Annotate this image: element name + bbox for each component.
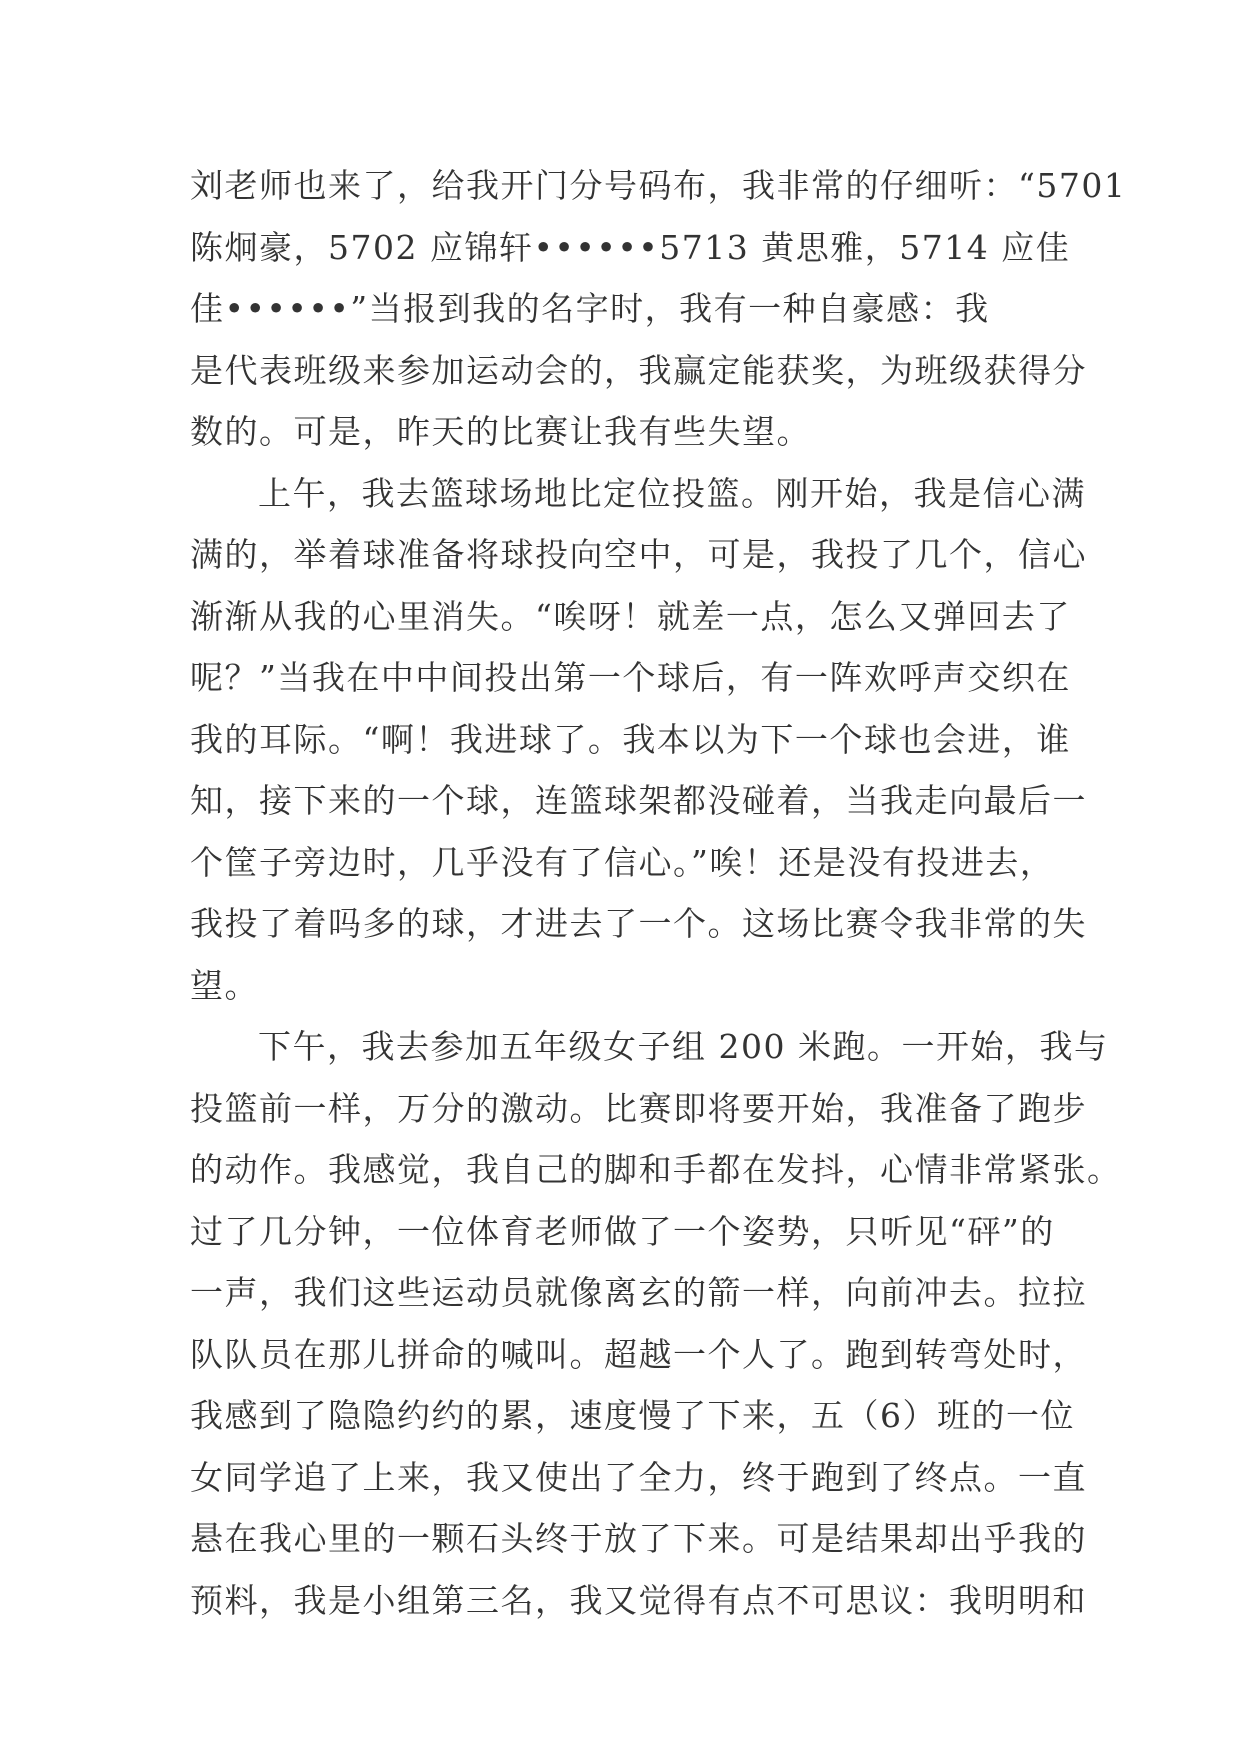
- text-line: 悬在我心里的一颗石头终于放了下来。可是结果却出乎我的: [190, 1519, 1087, 1558]
- text-line: 数的。可是，昨天的比赛让我有些失望。: [190, 412, 811, 451]
- text-line: 望。: [190, 965, 259, 1005]
- text-line: 陈炯豪，5702 应锦轩••••••5713 黄思雅，5714 应佳: [190, 227, 1071, 267]
- paragraph-start-line: 下午，我去参加五年级女子组 200 米跑。一开始，我与: [258, 1027, 1109, 1066]
- text-line: 我的耳际。“啊！我进球了。我本以为下一个球也会进，谁: [190, 719, 1071, 759]
- text-line: 是代表班级来参加运动会的，我赢定能获奖，为班级获得分: [190, 350, 1087, 390]
- text-line: 佳••••••”当报到我的名字时，我有一种自豪感：我: [190, 289, 990, 328]
- text-line: 过了几分钟，一位体育老师做了一个姿势，只听见“砰”的: [190, 1211, 1055, 1251]
- text-line: 渐渐从我的心里消失。“唉呀！就差一点，怎么又弹回去了: [190, 596, 1071, 636]
- text-line: 呢？”当我在中中间投出第一个球后，有一阵欢呼声交织在: [190, 658, 1071, 697]
- text-line: 刘老师也来了，给我开门分号码布，我非常的仔细听：“5701: [190, 166, 1127, 205]
- text-line: 女同学追了上来，我又使出了全力，终于跑到了终点。一直: [190, 1457, 1087, 1497]
- text-line: 预料，我是小组第三名，我又觉得有点不可思议：我明明和: [190, 1580, 1087, 1620]
- text-line: 队队员在那儿拼命的喊叫。超越一个人了。跑到转弯处时，: [190, 1334, 1087, 1374]
- text-line: 投篮前一样，万分的激动。比赛即将要开始，我准备了跑步: [190, 1088, 1087, 1128]
- text-line: 我投了着吗多的球，才进去了一个。这场比赛令我非常的失: [190, 904, 1087, 943]
- text-line: 满的，举着球准备将球投向空中，可是，我投了几个，信心: [190, 535, 1087, 574]
- text-line: 我感到了隐隐约约的累，速度慢了下来，五（6）班的一位: [190, 1396, 1075, 1435]
- text-line: 知，接下来的一个球，连篮球架都没碰着，当我走向最后一: [190, 781, 1087, 820]
- text-line: 一声，我们这些运动员就像离玄的箭一样，向前冲去。拉拉: [190, 1273, 1087, 1312]
- text-line: 的动作。我感觉，我自己的脚和手都在发抖，心情非常紧张。: [190, 1150, 1122, 1189]
- essay-body: [190, 155, 1127, 1631]
- paragraph-start-line: 上午，我去篮球场地比定位投篮。刚开始，我是信心满: [258, 473, 1086, 513]
- text-line: 个筐子旁边时，几乎没有了信心。”唉！还是没有投进去，: [190, 842, 1055, 882]
